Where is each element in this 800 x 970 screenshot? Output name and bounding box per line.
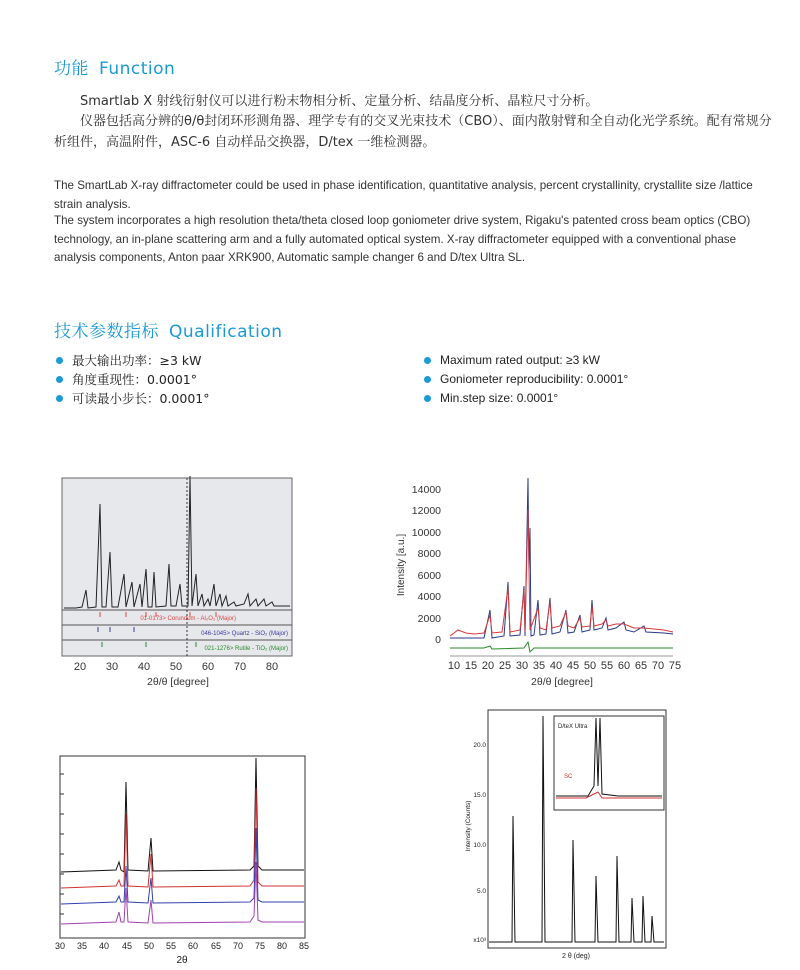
svg-text:4000: 4000 (417, 591, 441, 603)
svg-text:15.0: 15.0 (473, 792, 486, 799)
svg-text:85: 85 (298, 941, 310, 951)
bullet-icon (424, 376, 431, 383)
svg-text:25: 25 (498, 660, 512, 672)
x-ticks (74, 661, 278, 673)
xrd-figure-3-svg (50, 754, 312, 966)
bullet-icon (56, 357, 63, 364)
svg-text:35: 35 (532, 660, 546, 672)
y-ticks (473, 742, 486, 944)
function-heading-en: Function (99, 59, 176, 79)
bullet-icon (424, 395, 431, 402)
x-axis-label: 2 θ (deg) (561, 953, 591, 960)
spec-item: 角度重现性：0.0001° (56, 370, 210, 389)
svg-text:80: 80 (265, 661, 279, 673)
function-cn-line1: Smartlab X 射线衍射仪可以进行粉末物相分析、定量分析、结晶度分析、晶粒尺寸分析。 (80, 94, 599, 109)
svg-text:15: 15 (464, 660, 478, 672)
svg-text:40: 40 (137, 661, 151, 673)
bullet-icon (56, 376, 63, 383)
svg-text:80: 80 (276, 941, 288, 951)
svg-text:30: 30 (54, 941, 66, 951)
svg-text:20: 20 (481, 660, 495, 672)
svg-text:35: 35 (76, 941, 88, 951)
svg-text:20: 20 (73, 661, 87, 673)
y-ticks (412, 484, 441, 646)
plot-area (62, 478, 292, 656)
svg-text:65: 65 (210, 941, 222, 951)
svg-text:70: 70 (651, 660, 665, 672)
ref-label: 01-0173> Corundum - Al₂O₃ (Major) (140, 616, 236, 622)
svg-text:10000: 10000 (411, 527, 441, 539)
ref-label: 046-1045> Quartz - SiO₂ (Major) (201, 631, 288, 637)
svg-text:20.0: 20.0 (473, 742, 486, 749)
plot-area (60, 756, 305, 938)
svg-text:45: 45 (121, 941, 133, 951)
svg-text:10: 10 (447, 660, 461, 672)
ref-label: 021-1276> Rutile - TiO₂ (Major) (204, 646, 288, 652)
spec-item: Goniometer reproducibility: 0.0001° (424, 370, 628, 389)
x-axis-label: 2θ (176, 955, 188, 966)
svg-text:65: 65 (634, 660, 648, 672)
fitted-pattern (450, 510, 673, 636)
xrd-figure-3 (50, 754, 312, 970)
qualification-heading (54, 317, 283, 342)
svg-text:70: 70 (233, 661, 247, 673)
xrd-figure-4-svg (458, 706, 670, 962)
xrd-figure-4 (458, 706, 670, 966)
x-ticks (55, 941, 309, 951)
svg-text:14000: 14000 (411, 484, 441, 496)
bullet-icon (56, 395, 63, 402)
spec-item: 最大输出功率：≥3 kW (56, 351, 210, 370)
y-axis-label: Intensity (Counts) (465, 800, 472, 852)
svg-text:50: 50 (583, 660, 597, 672)
svg-text:10.0: 10.0 (473, 842, 486, 849)
svg-text:12000: 12000 (411, 505, 441, 517)
inset-label-sc: SC (564, 774, 573, 780)
svg-text:x10³: x10³ (473, 937, 486, 944)
svg-text:55: 55 (600, 660, 614, 672)
svg-text:6000: 6000 (417, 570, 441, 582)
xrd-figure-2 (394, 470, 684, 696)
xrd-figure-1 (56, 474, 300, 696)
x-axis-label: 2θ/θ [degree] (147, 676, 209, 688)
function-heading-cn: 功能 (54, 59, 89, 79)
svg-text:55: 55 (165, 941, 177, 951)
qualification-heading-en: Qualification (169, 322, 283, 342)
function-en-para1: The SmartLab X-ray diffractometer could be used in phase identification, quantitative analysis, percent crystallinity, crystallite size /lattice strain analysis. (54, 179, 753, 211)
svg-text:60: 60 (617, 660, 631, 672)
spec-item: Maximum rated output: ≥3 kW (424, 351, 628, 370)
bullet-icon (424, 357, 431, 364)
svg-text:50: 50 (169, 661, 183, 673)
function-cn-line2: 仪器包括高分辨的θ/θ封闭环形测角器、理学专有的交叉光束技术（CBO）、面内散射臂和全自动化光学系统。配有常规分析组件，高温附件，ASC-6 自动样品交换器，D/tex 一维检测器。 (54, 114, 772, 150)
svg-text:5.0: 5.0 (476, 888, 486, 895)
svg-text:60: 60 (187, 941, 199, 951)
svg-text:40: 40 (98, 941, 110, 951)
svg-text:40: 40 (549, 660, 563, 672)
svg-text:75: 75 (668, 660, 682, 672)
observed-pattern (450, 478, 673, 638)
svg-text:30: 30 (105, 661, 119, 673)
svg-text:45: 45 (566, 660, 580, 672)
qualification-heading-cn: 技术参数指标 (54, 322, 159, 342)
spec-item: 可读最小步长：0.0001° (56, 389, 210, 408)
xrd-figure-1-svg (56, 474, 300, 692)
function-heading (54, 54, 175, 79)
svg-text:75: 75 (254, 941, 266, 951)
spec-item: Min.step size: 0.0001° (424, 389, 628, 408)
svg-text:2000: 2000 (417, 613, 441, 625)
svg-text:50: 50 (143, 941, 155, 951)
svg-text:70: 70 (232, 941, 244, 951)
residual-pattern (450, 642, 673, 652)
svg-text:60: 60 (201, 661, 215, 673)
spec-list-cn (56, 351, 210, 408)
svg-text:8000: 8000 (417, 548, 441, 560)
spec-list-en (424, 351, 628, 408)
function-en-para2: The system incorporates a high resolution theta/theta closed loop goniometer drive system, Rigaku's patented cross beam optics (CBO) technology, an in-plane scattering arm and a fully automated optical system. X-ray diffractometer equipped with a conventional phase analysis components, Anton paar XRK900, Automatic sample changer 6 and D/tex Ultra SL. (54, 214, 751, 265)
svg-text:30: 30 (515, 660, 529, 672)
x-ticks (448, 660, 681, 672)
inset-label: D/teX Ultra (558, 724, 588, 730)
y-axis-label: Intensity [a.u.] (396, 533, 407, 597)
x-axis-label: 2θ/θ [degree] (531, 676, 593, 688)
xrd-figure-2-svg (394, 470, 684, 692)
svg-text:0: 0 (435, 634, 441, 646)
